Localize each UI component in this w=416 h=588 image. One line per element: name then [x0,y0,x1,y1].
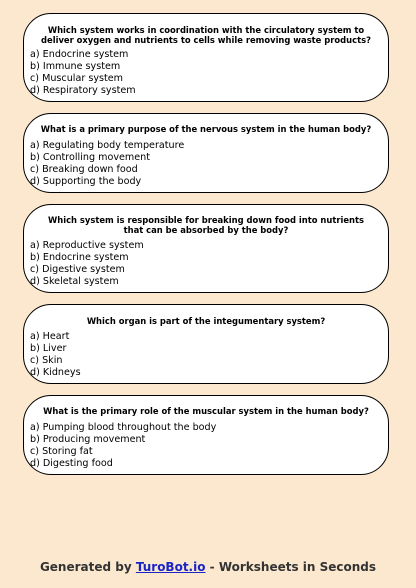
option-b: b) Controlling movement [30,152,150,163]
option-b: b) Liver [30,343,67,354]
options-list [30,331,81,379]
option-c: c) Digestive system [30,264,125,275]
option-d: d) Skeletal system [30,276,119,287]
footer-prefix: Generated by [39,560,136,574]
options-list [30,49,136,97]
option-c: c) Muscular system [30,73,124,84]
question-text: Which system works in coordination with the circulatory system to deliver oxygen and nutrients to cells while removing waste products? [41,25,371,45]
footer-suffix: - Worksheets in Seconds [205,560,377,574]
option-b: b) Endocrine system [30,252,129,263]
footer [0,560,416,574]
option-b: b) Immune system [30,61,121,72]
option-a: a) Pumping blood throughout the body [30,422,217,433]
question-card-2 [23,113,389,193]
question-text: Which system is responsible for breaking down food into nutrients that can be absorbed by the body? [48,215,364,235]
question-text: What is a primary purpose of the nervous system in the human body? [40,124,372,134]
option-c: c) Skin [30,355,63,366]
question-card-1 [23,13,389,102]
question-card-3 [23,204,389,293]
option-d: d) Respiratory system [30,85,136,96]
option-a: a) Regulating body temperature [30,140,185,151]
options-list [30,240,144,288]
turobot-link[interactable]: TuroBot.io [135,560,206,574]
option-d: d) Digesting food [30,458,113,469]
question-text: What is the primary role of the muscular system in the human body? [43,406,369,416]
option-c: c) Breaking down food [30,164,138,175]
option-c: c) Storing fat [30,446,93,457]
option-a: a) Endocrine system [30,49,129,60]
question-card-5 [23,395,389,475]
options-list [30,422,216,470]
option-d: d) Supporting the body [30,176,142,187]
question-card-4 [23,304,389,384]
option-a: a) Heart [30,331,70,342]
option-a: a) Reproductive system [30,240,144,251]
options-list [30,140,184,188]
question-text: Which organ is part of the integumentary system? [86,316,326,326]
option-d: d) Kidneys [30,367,81,378]
option-b: b) Producing movement [30,434,146,445]
